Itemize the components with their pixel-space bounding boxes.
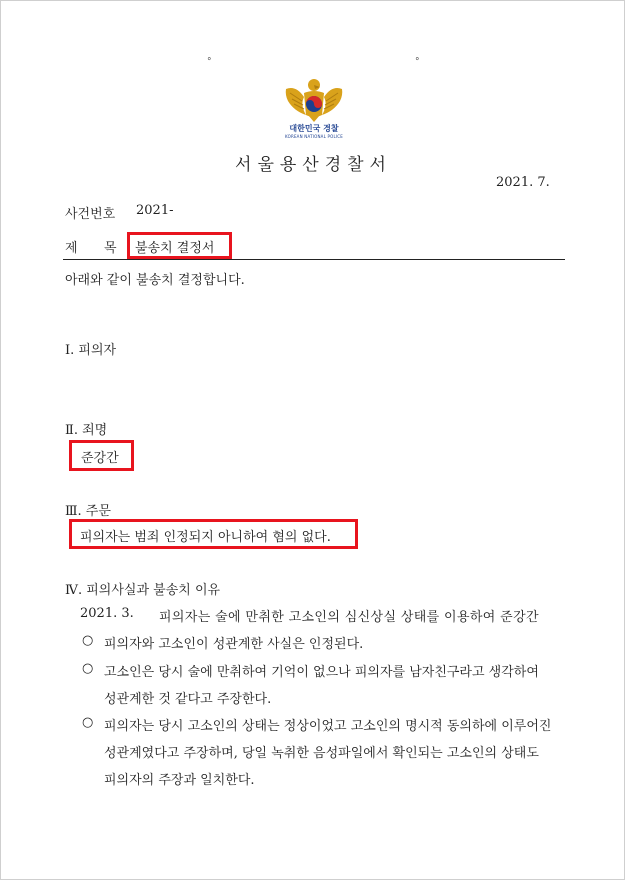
bullet-1-marker: ○ — [82, 633, 94, 648]
bullet-2-text-line2: 성관계한 것 같다고 주장한다. — [104, 692, 272, 707]
case-number-label: 사건번호 — [65, 207, 116, 222]
section-3-title: Ⅲ. 주문 — [65, 504, 111, 519]
intro-text: 아래와 같이 불송치 결정합니다. — [65, 273, 245, 288]
case-number-value: 2021- — [136, 203, 174, 218]
document-date: 2021. 7. — [496, 175, 550, 190]
section-1-title: Ⅰ. 피의자 — [65, 343, 117, 358]
incident-date: 2021. 3. — [80, 606, 134, 621]
bullet-2-marker: ○ — [82, 661, 94, 676]
header-dot-right: ° — [415, 57, 420, 67]
bullet-3-text-line2: 성관계였다고 주장하며, 당일 녹취한 음성파일에서 확인되는 고소인의 상태도 — [104, 746, 539, 761]
subject-label-part2: 목 — [104, 241, 117, 256]
police-emblem-logo — [282, 75, 346, 143]
bullet-1-text: 피의자와 고소인이 성관계한 사실은 인정된다. — [104, 637, 364, 652]
bullet-3-text-line1: 피의자는 당시 고소인의 상태는 정상이었고 고소인의 명시적 동의하에 이루어진 — [104, 719, 552, 734]
offense-name: 준강간 — [81, 451, 119, 466]
section-2-title: Ⅱ. 죄명 — [65, 423, 108, 438]
subject-label-part1: 제 — [65, 241, 78, 256]
subject-value: 불송치 결정서 — [135, 241, 215, 256]
logo-text-en: KOREAN NATIONAL POLICE — [285, 134, 343, 139]
organization-title: 서울용산경찰서 — [235, 155, 392, 175]
logo-text-ko: 대한민국 경찰 — [289, 124, 339, 133]
section-4-title: Ⅳ. 피의사실과 불송치 이유 — [65, 583, 221, 598]
bullet-3-marker: ○ — [82, 715, 94, 730]
header-dot-left: ° — [207, 57, 212, 67]
incident-summary: 피의자는 술에 만취한 고소인의 심신상실 상태를 이용하여 준강간 — [159, 610, 539, 625]
header-divider — [63, 259, 565, 260]
bullet-3-text-line3: 피의자의 주장과 일치한다. — [104, 773, 255, 788]
disposition-text: 피의자는 범죄 인정되지 아니하여 혐의 없다. — [80, 530, 331, 545]
bullet-2-text-line1: 고소인은 당시 술에 만취하여 기억이 없으나 피의자를 남자친구라고 생각하여 — [104, 665, 539, 680]
